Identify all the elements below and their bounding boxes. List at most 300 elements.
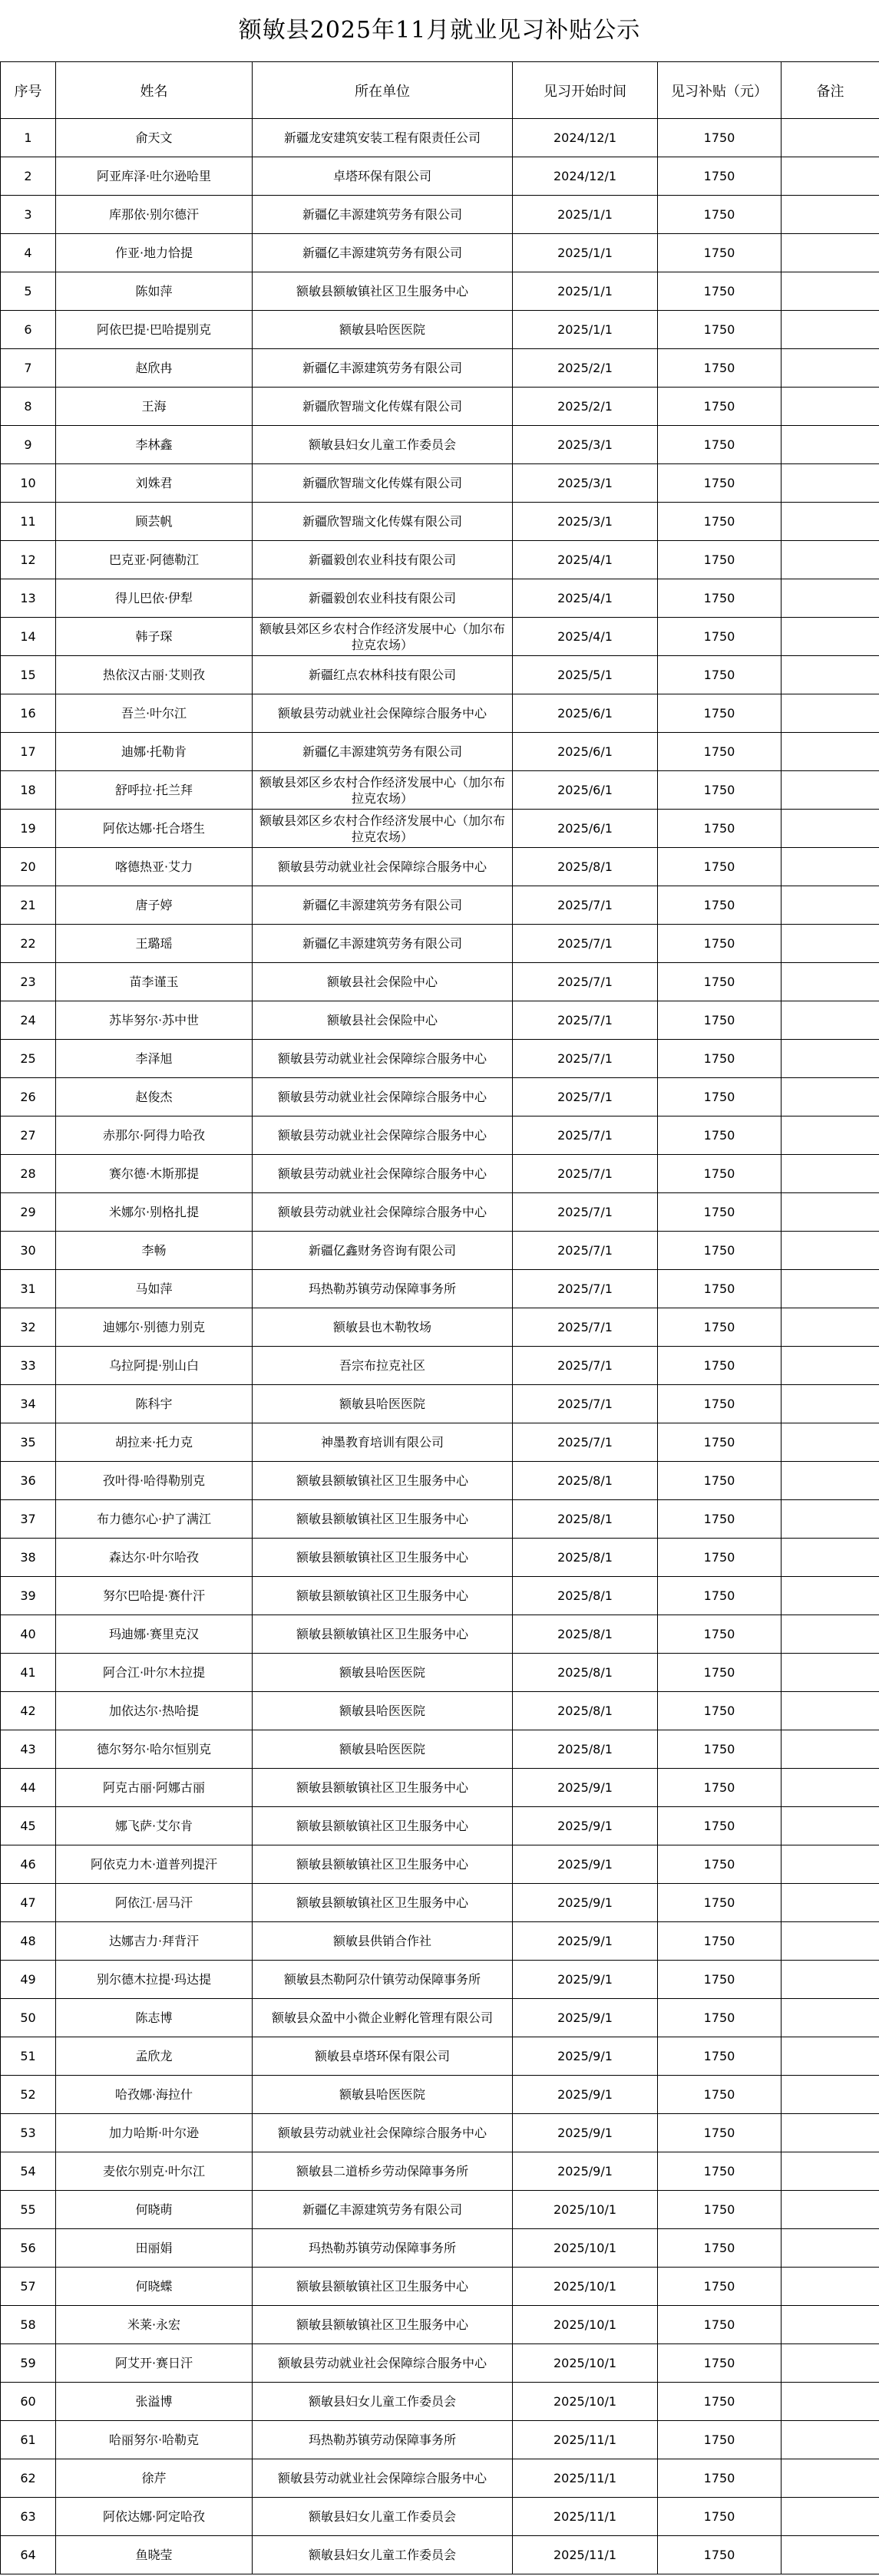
unit-text: 额敏县供销合作社	[332, 1934, 431, 1948]
table-row	[1, 2536, 879, 2574]
cell-remark	[782, 1155, 879, 1193]
cell-remark	[782, 2229, 879, 2268]
cell-start-date: 2025/7/1	[513, 1308, 658, 1347]
cell-name: 李畅	[56, 1232, 253, 1270]
cell-unit	[253, 2421, 513, 2459]
cell-name: 娜飞萨·艾尔肯	[56, 1807, 253, 1845]
cell-index: 56	[1, 2229, 56, 2268]
cell-subsidy: 1750	[658, 311, 782, 349]
unit-text: 额敏县郊区乡农村合作经济发展中心（加尔布拉克农场）	[259, 774, 505, 806]
cell-name: 作亚·地力恰提	[56, 234, 253, 272]
cell-name: 阿依巴提·巴哈提别克	[56, 311, 253, 349]
cell-start-date: 2025/4/1	[513, 618, 658, 656]
unit-text: 额敏县劳动就业社会保障综合服务中心	[277, 1205, 487, 1219]
cell-subsidy: 1750	[658, 618, 782, 656]
cell-name: 赵欣冉	[56, 349, 253, 388]
table-row	[1, 426, 879, 464]
cell-index: 14	[1, 618, 56, 656]
table-row	[1, 848, 879, 886]
cell-unit	[253, 426, 513, 464]
cell-name: 马如萍	[56, 1270, 253, 1308]
unit-text: 额敏县哈医医院	[339, 322, 425, 337]
table-row	[1, 2383, 879, 2421]
cell-subsidy: 1750	[658, 2152, 782, 2191]
cell-name: 森达尔·叶尔哈孜	[56, 1539, 253, 1577]
unit-text: 额敏县劳动就业社会保障综合服务中心	[277, 1051, 487, 1066]
cell-subsidy: 1750	[658, 810, 782, 848]
cell-remark	[782, 388, 879, 426]
cell-index: 63	[1, 2498, 56, 2536]
cell-index: 42	[1, 1692, 56, 1730]
cell-subsidy: 1750	[658, 2191, 782, 2229]
cell-name: 阿依达娜·托合塔生	[56, 810, 253, 848]
cell-name: 热依汉古丽·艾则孜	[56, 656, 253, 694]
cell-remark	[782, 1999, 879, 2037]
cell-remark	[782, 2459, 879, 2498]
cell-remark	[782, 426, 879, 464]
cell-unit	[253, 656, 513, 694]
cell-unit	[253, 272, 513, 311]
cell-remark	[782, 848, 879, 886]
cell-unit	[253, 2383, 513, 2421]
cell-start-date: 2025/3/1	[513, 426, 658, 464]
unit-text: 额敏县额敏镇社区卫生服务中心	[296, 1473, 468, 1488]
cell-subsidy: 1750	[658, 1922, 782, 1961]
table-row	[1, 2459, 879, 2498]
table-row	[1, 1922, 879, 1961]
cell-index: 1	[1, 119, 56, 157]
cell-subsidy: 1750	[658, 963, 782, 1001]
cell-remark	[782, 886, 879, 925]
unit-text: 额敏县妇女儿童工作委员会	[308, 437, 456, 452]
cell-subsidy: 1750	[658, 426, 782, 464]
cell-remark	[782, 2114, 879, 2152]
cell-name: 库那依·别尔德汗	[56, 196, 253, 234]
cell-start-date: 2025/8/1	[513, 1692, 658, 1730]
cell-subsidy: 1750	[658, 1040, 782, 1078]
unit-text: 新疆亿丰源建筑劳务有限公司	[302, 898, 462, 912]
cell-index: 2	[1, 157, 56, 196]
cell-unit	[253, 1769, 513, 1807]
cell-start-date: 2025/6/1	[513, 733, 658, 771]
cell-subsidy: 1750	[658, 1539, 782, 1577]
table-row	[1, 2498, 879, 2536]
cell-unit	[253, 2229, 513, 2268]
cell-unit	[253, 1423, 513, 1462]
table-row	[1, 311, 879, 349]
table-row	[1, 349, 879, 388]
table-row	[1, 2229, 879, 2268]
cell-index: 13	[1, 579, 56, 618]
unit-text: 额敏县妇女儿童工作委员会	[308, 2509, 456, 2524]
cell-name: 刘姝君	[56, 464, 253, 503]
document-title: 额敏县2025年11月就业见习补贴公示	[238, 17, 641, 44]
cell-subsidy: 1750	[658, 1270, 782, 1308]
cell-subsidy: 1750	[658, 1961, 782, 1999]
cell-unit	[253, 2076, 513, 2114]
cell-name: 米莱·永宏	[56, 2306, 253, 2344]
cell-start-date: 2025/9/1	[513, 1769, 658, 1807]
cell-start-date: 2025/11/1	[513, 2498, 658, 2536]
cell-remark	[782, 1270, 879, 1308]
unit-text: 新疆亿鑫财务咨询有限公司	[308, 1243, 456, 1258]
table-row	[1, 1769, 879, 1807]
cell-start-date: 2025/6/1	[513, 771, 658, 810]
unit-text: 额敏县卓塔环保有限公司	[314, 2049, 450, 2063]
cell-unit	[253, 886, 513, 925]
unit-text: 额敏县额敏镇社区卫生服务中心	[296, 1895, 468, 1910]
table-row	[1, 694, 879, 733]
cell-start-date: 2025/7/1	[513, 1270, 658, 1308]
cell-start-date: 2025/3/1	[513, 464, 658, 503]
cell-name: 赤那尔·阿得力哈孜	[56, 1116, 253, 1155]
cell-index: 25	[1, 1040, 56, 1078]
cell-index: 18	[1, 771, 56, 810]
cell-name: 顾芸帆	[56, 503, 253, 541]
cell-remark	[782, 1922, 879, 1961]
table-row	[1, 1078, 879, 1116]
unit-text: 新疆欣智瑞文化传媒有限公司	[302, 399, 462, 414]
cell-unit	[253, 388, 513, 426]
table-row	[1, 234, 879, 272]
unit-text: 额敏县杰勒阿尕什镇劳动保障事务所	[283, 1972, 481, 1987]
cell-name: 努尔巴哈提·赛什汗	[56, 1577, 253, 1615]
cell-subsidy: 1750	[658, 1884, 782, 1922]
cell-unit	[253, 1615, 513, 1654]
cell-unit	[253, 2498, 513, 2536]
cell-index: 5	[1, 272, 56, 311]
cell-start-date: 2025/11/1	[513, 2536, 658, 2574]
cell-name: 玛迪娜·赛里克汉	[56, 1615, 253, 1654]
cell-unit	[253, 1155, 513, 1193]
cell-unit	[253, 2306, 513, 2344]
table-row	[1, 618, 879, 656]
cell-unit	[253, 1654, 513, 1692]
cell-start-date: 2025/8/1	[513, 848, 658, 886]
unit-text: 新疆毅创农业科技有限公司	[308, 552, 456, 567]
cell-unit	[253, 1462, 513, 1500]
cell-start-date: 2025/9/1	[513, 2076, 658, 2114]
cell-subsidy: 1750	[658, 579, 782, 618]
cell-index: 17	[1, 733, 56, 771]
table-row	[1, 1155, 879, 1193]
cell-start-date: 2025/7/1	[513, 1385, 658, 1423]
cell-subsidy: 1750	[658, 2268, 782, 2306]
header-start-date: 见习开始时间	[513, 62, 658, 119]
table-row	[1, 1385, 879, 1423]
cell-name: 孜叶得·哈得勒别克	[56, 1462, 253, 1500]
cell-start-date: 2025/9/1	[513, 1922, 658, 1961]
cell-index: 21	[1, 886, 56, 925]
cell-start-date: 2025/5/1	[513, 656, 658, 694]
cell-remark	[782, 1961, 879, 1999]
cell-name: 唐子婷	[56, 886, 253, 925]
cell-start-date: 2025/8/1	[513, 1462, 658, 1500]
table-row	[1, 1193, 879, 1232]
cell-remark	[782, 733, 879, 771]
unit-text: 额敏县哈医医院	[339, 1665, 425, 1680]
cell-start-date: 2024/12/1	[513, 157, 658, 196]
table-row	[1, 1232, 879, 1270]
unit-text: 额敏县劳动就业社会保障综合服务中心	[277, 1090, 487, 1104]
cell-index: 43	[1, 1730, 56, 1769]
cell-start-date: 2025/6/1	[513, 694, 658, 733]
cell-remark	[782, 234, 879, 272]
table-row	[1, 196, 879, 234]
cell-unit	[253, 1999, 513, 2037]
cell-name: 阿亚库泽·吐尔逊哈里	[56, 157, 253, 196]
table-row	[1, 1270, 879, 1308]
cell-start-date: 2025/7/1	[513, 1155, 658, 1193]
unit-text: 额敏县众盈中小微企业孵化管理有限公司	[271, 2010, 493, 2025]
cell-unit	[253, 541, 513, 579]
cell-name: 田丽娟	[56, 2229, 253, 2268]
unit-text: 额敏县劳动就业社会保障综合服务中心	[277, 2126, 487, 2140]
cell-index: 4	[1, 234, 56, 272]
cell-remark	[782, 1232, 879, 1270]
cell-name: 加力哈斯·叶尔逊	[56, 2114, 253, 2152]
unit-text: 新疆亿丰源建筑劳务有限公司	[302, 744, 462, 759]
table-row	[1, 2076, 879, 2114]
unit-text: 额敏县劳动就业社会保障综合服务中心	[277, 706, 487, 721]
cell-subsidy: 1750	[658, 196, 782, 234]
cell-name: 舒呼拉·托兰拜	[56, 771, 253, 810]
unit-text: 玛热勒苏镇劳动保障事务所	[308, 2241, 456, 2255]
cell-remark	[782, 464, 879, 503]
cell-index: 8	[1, 388, 56, 426]
cell-name: 孟欣龙	[56, 2037, 253, 2076]
cell-index: 36	[1, 1462, 56, 1500]
cell-name: 阿克古丽·阿娜古丽	[56, 1769, 253, 1807]
cell-index: 19	[1, 810, 56, 848]
cell-unit	[253, 1692, 513, 1730]
unit-text: 额敏县郊区乡农村合作经济发展中心（加尔布拉克农场）	[259, 813, 505, 844]
cell-subsidy: 1750	[658, 2037, 782, 2076]
cell-unit	[253, 1539, 513, 1577]
cell-index: 61	[1, 2421, 56, 2459]
cell-unit	[253, 694, 513, 733]
unit-text: 新疆毅创农业科技有限公司	[308, 591, 456, 605]
cell-start-date: 2025/8/1	[513, 1730, 658, 1769]
cell-remark	[782, 925, 879, 963]
cell-remark	[782, 1423, 879, 1462]
unit-text: 额敏县额敏镇社区卫生服务中心	[296, 1857, 468, 1872]
cell-index: 38	[1, 1539, 56, 1577]
cell-name: 别尔德木拉提·玛达提	[56, 1961, 253, 1999]
cell-remark	[782, 1193, 879, 1232]
cell-subsidy: 1750	[658, 1615, 782, 1654]
cell-start-date: 2025/9/1	[513, 2114, 658, 2152]
cell-subsidy: 1750	[658, 848, 782, 886]
cell-name: 何晓萌	[56, 2191, 253, 2229]
cell-start-date: 2025/6/1	[513, 810, 658, 848]
cell-index: 44	[1, 1769, 56, 1807]
cell-name: 加依达尔·热哈提	[56, 1692, 253, 1730]
cell-name: 陈如萍	[56, 272, 253, 311]
cell-subsidy: 1750	[658, 1001, 782, 1040]
cell-remark	[782, 1539, 879, 1577]
cell-unit	[253, 579, 513, 618]
cell-unit	[253, 349, 513, 388]
cell-index: 52	[1, 2076, 56, 2114]
cell-unit	[253, 1193, 513, 1232]
cell-name: 达娜吉力·拜背汗	[56, 1922, 253, 1961]
cell-start-date: 2025/10/1	[513, 2229, 658, 2268]
cell-subsidy: 1750	[658, 1769, 782, 1807]
unit-text: 新疆欣智瑞文化传媒有限公司	[302, 514, 462, 529]
cell-remark	[782, 541, 879, 579]
header-name: 姓名	[56, 62, 253, 119]
cell-start-date: 2025/9/1	[513, 1845, 658, 1884]
cell-remark	[782, 694, 879, 733]
cell-start-date: 2025/7/1	[513, 1078, 658, 1116]
cell-unit	[253, 848, 513, 886]
cell-index: 30	[1, 1232, 56, 1270]
table-row	[1, 1654, 879, 1692]
cell-name: 张溢博	[56, 2383, 253, 2421]
cell-remark	[782, 503, 879, 541]
cell-subsidy: 1750	[658, 388, 782, 426]
table-row	[1, 1999, 879, 2037]
cell-subsidy: 1750	[658, 272, 782, 311]
cell-index: 29	[1, 1193, 56, 1232]
cell-start-date: 2025/9/1	[513, 1807, 658, 1845]
cell-unit	[253, 1347, 513, 1385]
table-row	[1, 1961, 879, 1999]
table-row	[1, 157, 879, 196]
cell-remark	[782, 1884, 879, 1922]
cell-start-date: 2025/7/1	[513, 1116, 658, 1155]
cell-remark	[782, 2152, 879, 2191]
cell-name: 赛尔德·木斯那提	[56, 1155, 253, 1193]
table-row	[1, 2268, 879, 2306]
unit-text: 额敏县劳动就业社会保障综合服务中心	[277, 1128, 487, 1143]
table-row	[1, 272, 879, 311]
cell-index: 9	[1, 426, 56, 464]
cell-name: 迪娜尔·别德力别克	[56, 1308, 253, 1347]
table-row	[1, 2191, 879, 2229]
cell-name: 李林鑫	[56, 426, 253, 464]
cell-start-date: 2025/10/1	[513, 2268, 658, 2306]
cell-start-date: 2025/9/1	[513, 1999, 658, 2037]
cell-unit	[253, 771, 513, 810]
cell-name: 李泽旭	[56, 1040, 253, 1078]
cell-subsidy: 1750	[658, 1654, 782, 1692]
table-row	[1, 464, 879, 503]
cell-unit	[253, 810, 513, 848]
unit-text: 玛热勒苏镇劳动保障事务所	[308, 1281, 456, 1296]
cell-unit	[253, 2152, 513, 2191]
cell-name: 乌拉阿提·别山白	[56, 1347, 253, 1385]
unit-text: 神墨教育培训有限公司	[320, 1435, 444, 1450]
unit-text: 额敏县劳动就业社会保障综合服务中心	[277, 1166, 487, 1181]
cell-start-date: 2025/7/1	[513, 925, 658, 963]
cell-unit	[253, 733, 513, 771]
header-unit: 所在单位	[253, 62, 513, 119]
cell-unit	[253, 1308, 513, 1347]
cell-remark	[782, 2421, 879, 2459]
cell-index: 55	[1, 2191, 56, 2229]
cell-remark	[782, 1078, 879, 1116]
cell-subsidy: 1750	[658, 1116, 782, 1155]
table-row	[1, 1500, 879, 1539]
cell-subsidy: 1750	[658, 733, 782, 771]
cell-index: 40	[1, 1615, 56, 1654]
cell-start-date: 2025/1/1	[513, 272, 658, 311]
cell-start-date: 2025/11/1	[513, 2459, 658, 2498]
table-row	[1, 1308, 879, 1347]
table-row	[1, 2114, 879, 2152]
unit-text: 额敏县额敏镇社区卫生服务中心	[296, 1588, 468, 1603]
cell-index: 7	[1, 349, 56, 388]
cell-start-date: 2025/3/1	[513, 503, 658, 541]
cell-subsidy: 1750	[658, 119, 782, 157]
unit-text: 额敏县社会保险中心	[326, 1013, 438, 1027]
unit-text: 额敏县额敏镇社区卫生服务中心	[296, 1512, 468, 1526]
cell-subsidy: 1750	[658, 1730, 782, 1769]
header-subsidy: 见习补贴（元）	[658, 62, 782, 119]
unit-text: 额敏县哈医医院	[339, 1704, 425, 1718]
cell-unit	[253, 1500, 513, 1539]
cell-start-date: 2025/7/1	[513, 1423, 658, 1462]
cell-name: 王海	[56, 388, 253, 426]
unit-text: 新疆亿丰源建筑劳务有限公司	[302, 936, 462, 951]
table-row	[1, 1116, 879, 1155]
cell-name: 巴克亚·阿德勒江	[56, 541, 253, 579]
cell-unit	[253, 618, 513, 656]
cell-start-date: 2025/9/1	[513, 2037, 658, 2076]
cell-remark	[782, 1577, 879, 1615]
cell-index: 22	[1, 925, 56, 963]
cell-unit	[253, 1730, 513, 1769]
cell-index: 48	[1, 1922, 56, 1961]
cell-start-date: 2025/1/1	[513, 234, 658, 272]
cell-remark	[782, 1040, 879, 1078]
cell-remark	[782, 963, 879, 1001]
cell-unit	[253, 503, 513, 541]
table-row	[1, 119, 879, 157]
cell-start-date: 2025/9/1	[513, 1961, 658, 1999]
cell-name: 米娜尔·别格扎提	[56, 1193, 253, 1232]
table-row	[1, 2421, 879, 2459]
cell-index: 45	[1, 1807, 56, 1845]
cell-remark	[782, 771, 879, 810]
cell-remark	[782, 1385, 879, 1423]
cell-start-date: 2025/7/1	[513, 1193, 658, 1232]
cell-remark	[782, 1654, 879, 1692]
cell-index: 60	[1, 2383, 56, 2421]
table-row	[1, 1692, 879, 1730]
cell-remark	[782, 2306, 879, 2344]
cell-remark	[782, 119, 879, 157]
cell-subsidy: 1750	[658, 1807, 782, 1845]
unit-text: 新疆亿丰源建筑劳务有限公司	[302, 2202, 462, 2217]
cell-name: 苗李谨玉	[56, 963, 253, 1001]
cell-subsidy: 1750	[658, 464, 782, 503]
cell-subsidy: 1750	[658, 1423, 782, 1462]
cell-subsidy: 1750	[658, 1347, 782, 1385]
cell-subsidy: 1750	[658, 1308, 782, 1347]
cell-remark	[782, 272, 879, 311]
cell-unit	[253, 2268, 513, 2306]
cell-remark	[782, 1001, 879, 1040]
cell-start-date: 2025/2/1	[513, 388, 658, 426]
cell-index: 51	[1, 2037, 56, 2076]
cell-remark	[782, 810, 879, 848]
cell-subsidy: 1750	[658, 2076, 782, 2114]
cell-remark	[782, 1462, 879, 1500]
cell-subsidy: 1750	[658, 2536, 782, 2574]
